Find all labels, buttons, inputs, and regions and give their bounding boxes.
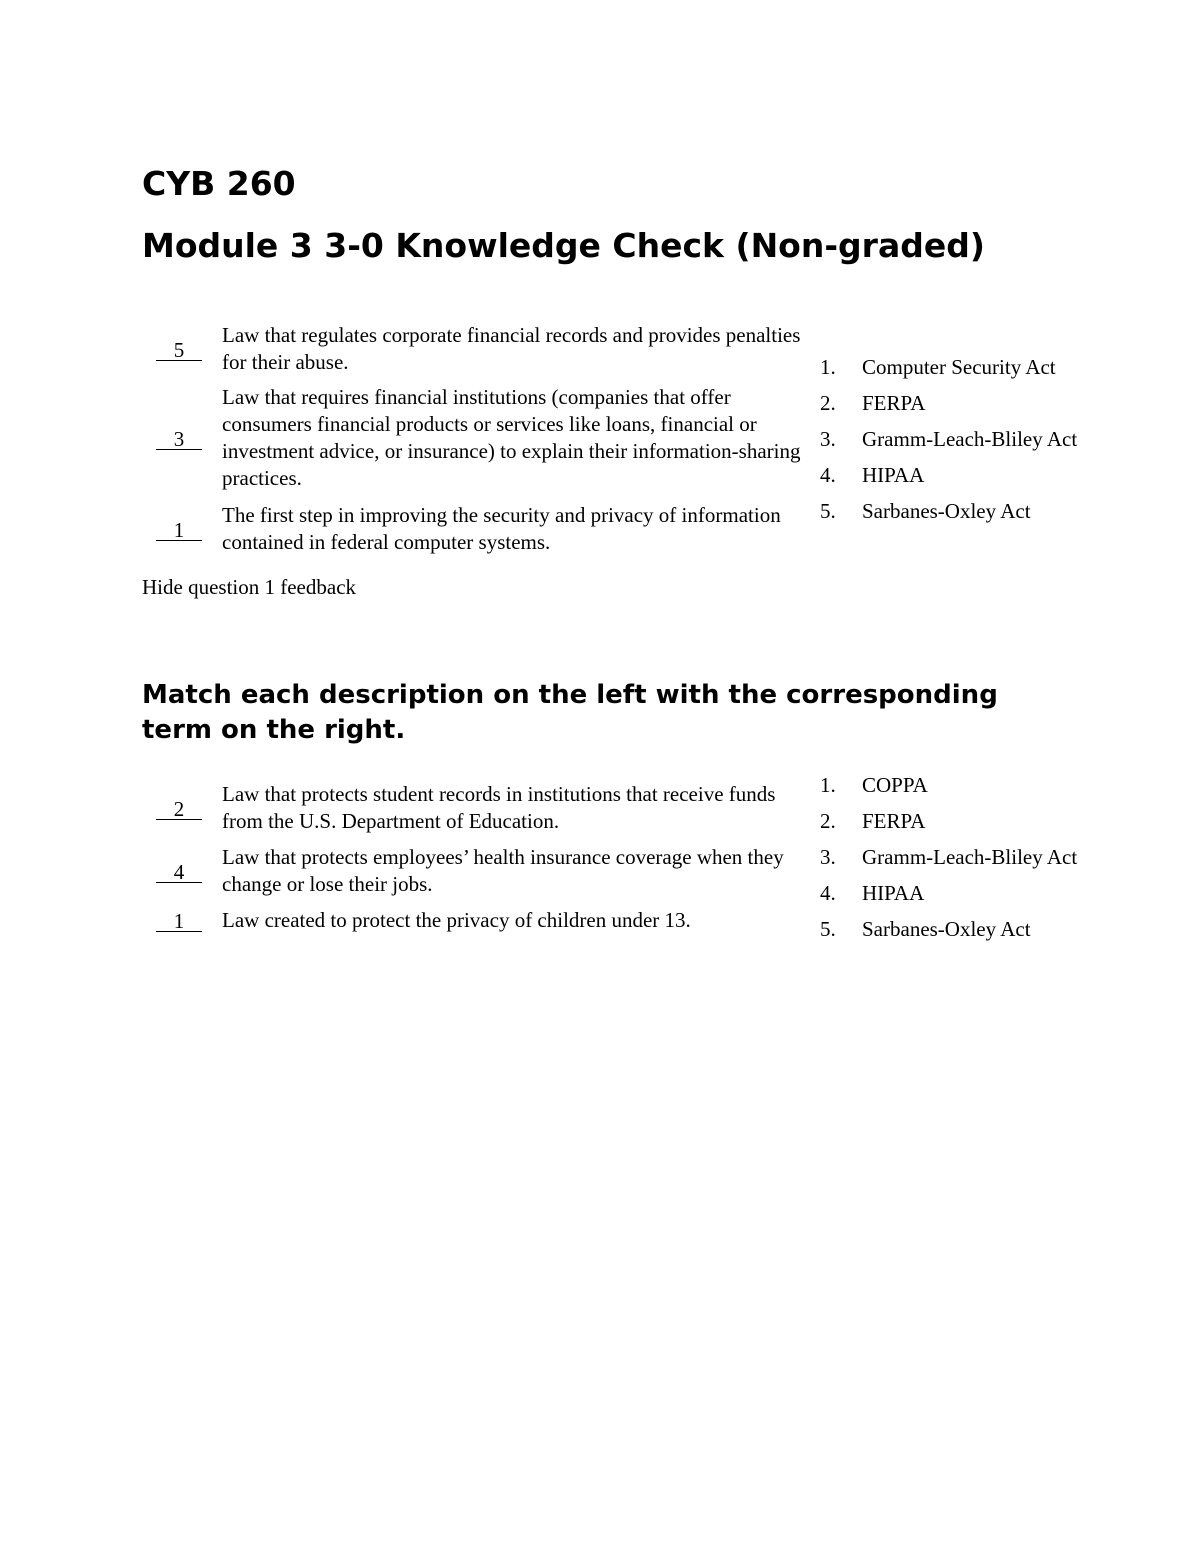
- hide-feedback-link[interactable]: Hide question 1 feedback: [142, 575, 357, 599]
- term-label: Computer Security Act: [862, 355, 1056, 379]
- item-description: The first step in improving the security and privacy of information contained in federal computer systems.: [222, 503, 781, 554]
- term-label: Gramm-Leach-Bliley Act: [862, 427, 1078, 451]
- answer-blank: [148, 909, 210, 934]
- term-number: 5.: [820, 499, 836, 523]
- term-label: Gramm-Leach-Bliley Act: [862, 845, 1078, 869]
- answer-number: 1: [156, 520, 203, 541]
- item-description: Law that protects employees’ health insurance coverage when they change or lose their jobs.: [222, 845, 784, 896]
- answer-blank: [148, 860, 210, 885]
- item-description: Law that requires financial institutions (companies that offer consumers financial products or services like loans, financial or investment advice, or insurance) to explain their information-sharing practices.: [222, 385, 801, 490]
- term-label: FERPA: [862, 391, 926, 415]
- term-number: 1.: [820, 773, 836, 797]
- module-title: Module 3 3-0 Knowledge Check (Non-graded): [142, 226, 985, 265]
- answer-number: 4: [156, 862, 203, 883]
- term-label: FERPA: [862, 809, 926, 833]
- answer-number: 1: [156, 911, 203, 932]
- term-number: 5.: [820, 917, 836, 941]
- term-label: HIPAA: [862, 463, 925, 487]
- term-number: 3.: [820, 427, 836, 451]
- answer-number: 5: [156, 340, 203, 361]
- item-description: Law created to protect the privacy of children under 13.: [222, 908, 691, 932]
- answer-number: 2: [156, 799, 203, 820]
- course-code: CYB 260: [142, 164, 296, 203]
- answer-blank: [148, 518, 210, 543]
- term-number: 4.: [820, 881, 836, 905]
- term-number: 2.: [820, 391, 836, 415]
- term-label: Sarbanes-Oxley Act: [862, 917, 1031, 941]
- answer-number: 3: [156, 429, 203, 450]
- term-number: 2.: [820, 809, 836, 833]
- term-label: Sarbanes-Oxley Act: [862, 499, 1031, 523]
- answer-blank: [148, 427, 210, 452]
- term-label: COPPA: [862, 773, 928, 797]
- item-description: Law that protects student records in institutions that receive funds from the U.S. Department of Education.: [222, 782, 776, 833]
- term-number: 4.: [820, 463, 836, 487]
- question2-instruction: Match each description on the left with the corresponding term on the right.: [142, 680, 998, 745]
- answer-blank: [148, 338, 210, 363]
- answer-blank: [148, 797, 210, 822]
- item-description: Law that regulates corporate financial records and provides penalties for their abuse.: [222, 323, 801, 374]
- term-number: 1.: [820, 355, 836, 379]
- term-number: 3.: [820, 845, 836, 869]
- term-label: HIPAA: [862, 881, 925, 905]
